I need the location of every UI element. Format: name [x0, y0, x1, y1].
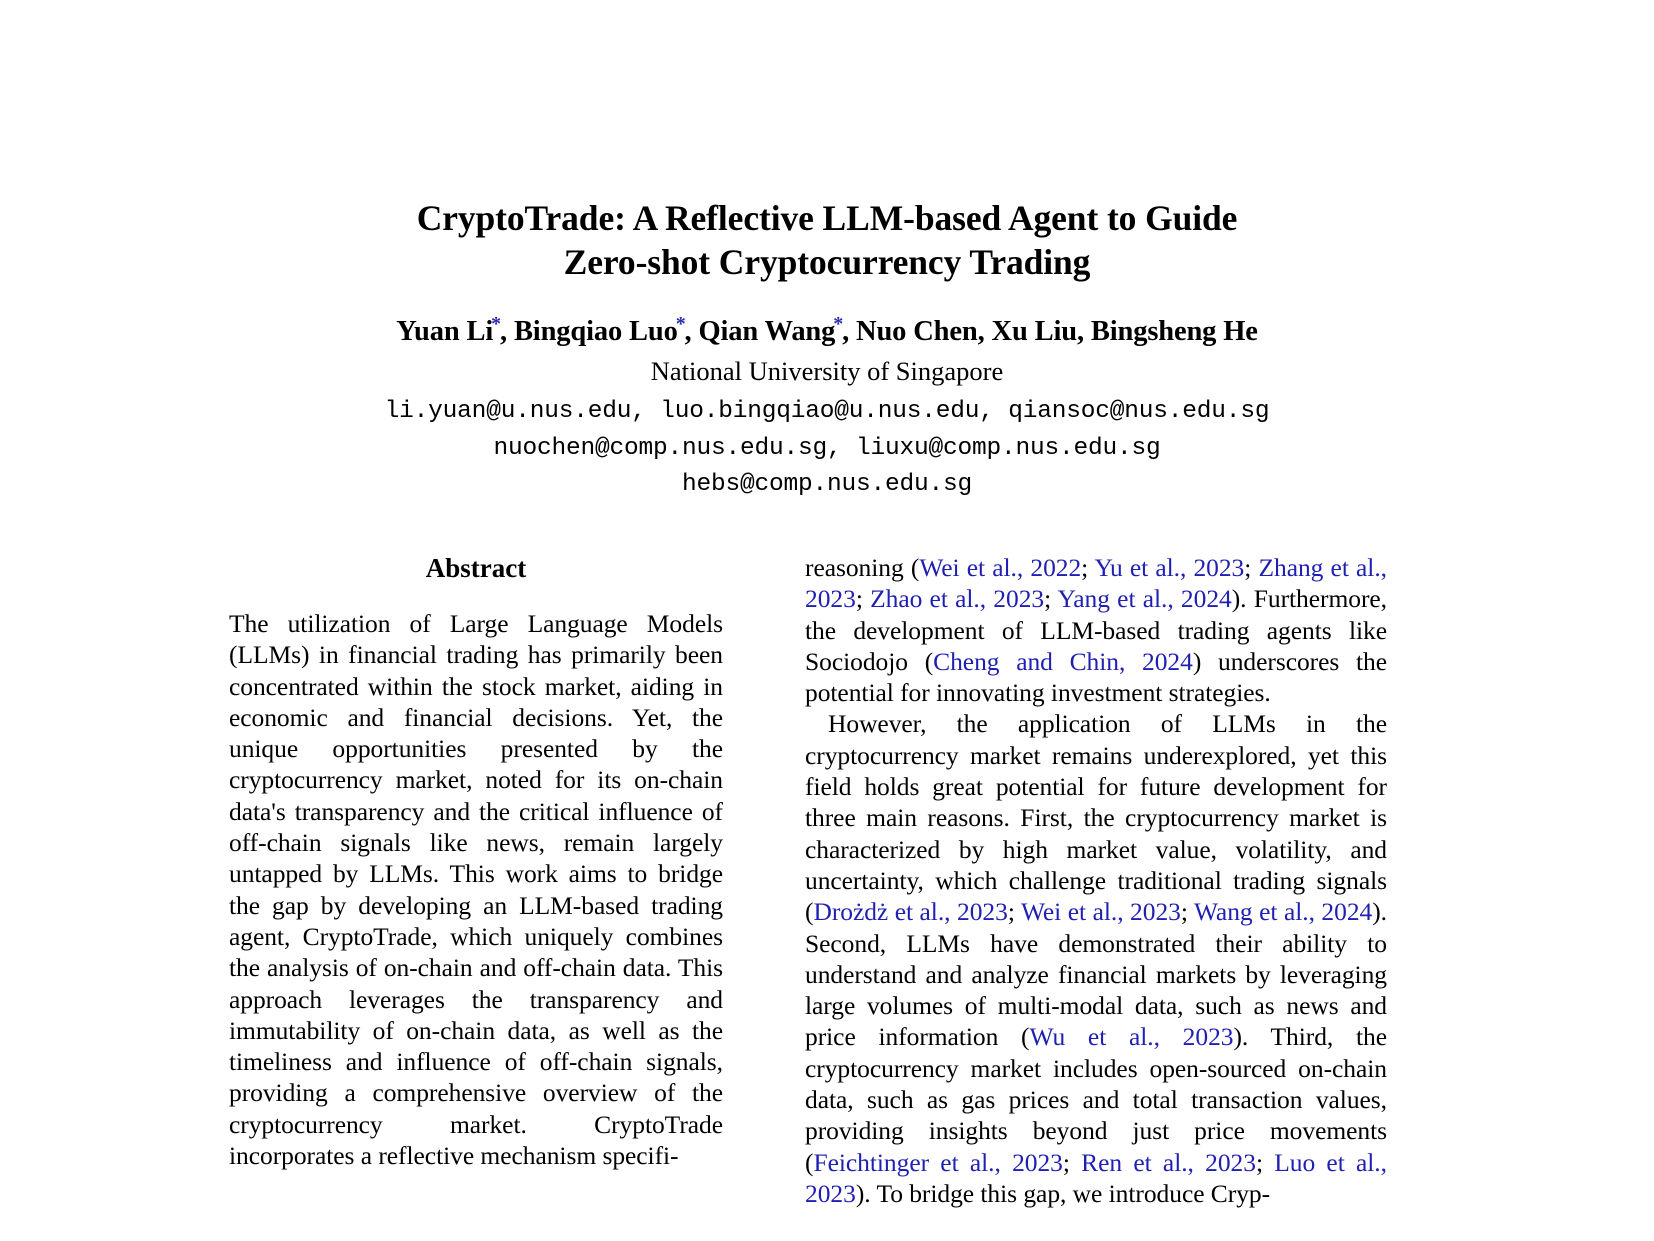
- author-list: [0, 314, 1654, 350]
- title-line-1: CryptoTrade: A Reflective LLM-based Agent to Guide: [416, 198, 1238, 238]
- citation-link-zhao-2023[interactable]: Zhao et al., 2023: [870, 584, 1045, 614]
- author-remaining: , Nuo Chen, Xu Liu, Bingsheng He: [842, 316, 1258, 347]
- author-emails: [0, 394, 1654, 504]
- email-line-3: hebs@comp.nus.edu.sg: [681, 471, 973, 498]
- citation-link-luo-2023[interactable]: Luo et al., 2023: [805, 1147, 1387, 1208]
- text-segment: ). Third, the cryptocurrency market includes open-sourced on-chain data, such as gas prices and total transaction values, providing insights beyond just price movements (: [805, 1022, 1387, 1177]
- citation-link-yang-2024[interactable]: Yang et al., 2024: [1057, 584, 1232, 614]
- author-footnote-marker: *: [675, 312, 686, 335]
- citation-link-wang-2024[interactable]: Wang et al., 2024: [1193, 897, 1373, 927]
- text-segment: ;: [1007, 897, 1021, 927]
- author-qian-wang: , Qian Wang: [684, 316, 836, 347]
- citation-link-feichtinger-2023[interactable]: Feichtinger et al., 2023: [813, 1147, 1063, 1177]
- text-segment: ;: [1255, 1147, 1275, 1177]
- citation-link-drozdz-2023[interactable]: Drożdż et al., 2023: [813, 897, 1008, 927]
- email-line-2: nuochen@comp.nus.edu.sg, liuxu@comp.nus.edu.sg: [493, 434, 1161, 462]
- text-segment: ). Furthermore, the development of LLM-based trading agents like Sociodojo (: [805, 584, 1387, 676]
- title-line-2: Zero-shot Cryptocurrency Trading: [563, 242, 1091, 282]
- left-column: [229, 552, 723, 1241]
- citation-link-wei-2022[interactable]: Wei et al., 2022: [919, 553, 1082, 582]
- right-column: [805, 552, 1387, 1241]
- author-footnote-marker: *: [833, 312, 844, 335]
- citation-link-cheng-chin-2024[interactable]: Cheng and Chin, 2024: [933, 646, 1193, 676]
- affiliation: National University of Singapore: [650, 356, 1004, 386]
- text-segment: ). Second, LLMs have demonstrated their ability to understand and analyze financial markets by leveraging large volumes of multi-modal data, such as news and price information (: [805, 897, 1387, 1052]
- page-title: [277, 196, 1377, 284]
- text-segment: reasoning (: [805, 553, 920, 582]
- author-bingqiao-luo: , Bingqiao Luo: [500, 316, 678, 347]
- citation-link-wu-2023[interactable]: Wu et al., 2023: [1029, 1022, 1234, 1052]
- body-columns: [0, 552, 1654, 1241]
- email-line-1: li.yuan@u.nus.edu, luo.bingqiao@u.nus.edu, qiansoc@nus.edu.sg: [384, 398, 1270, 425]
- text-segment: ;: [1180, 897, 1194, 927]
- paper-masthead: [0, 196, 1654, 504]
- citation-link-wei-2023[interactable]: Wei et al., 2023: [1020, 897, 1181, 927]
- citation-link-zhang-2023[interactable]: Zhang et al., 2023: [805, 553, 1387, 614]
- text-segment: ). To bridge this gap, we introduce Cryp-: [855, 1178, 1271, 1208]
- abstract-paragraph: The utilization of Large Language Models (LLMs) in financial trading has primarily been concentrated within the stock market, aiding in economic and financial decisions. Yet, the unique opportunities presented by the cryptocurrency market, noted for its on-chain data's transparency and the critical influence of off-chain signals like news, remain largely untapped by LLMs. This work aims to bridge the gap by developing an LLM-based trading agent, CryptoTrade, which uniquely combines the analysis of on-chain and off-chain data. This approach leverages the transparency and immutability of on-chain data, as well as the timeliness and influence of off-chain signals, providing a comprehensive overview of the cryptocurrency market. CryptoTrade incorporates a reflective mechanism specifi-: [229, 609, 723, 1171]
- author-footnote-marker: *: [491, 312, 501, 335]
- text-segment: ;: [855, 584, 871, 614]
- text-segment: ;: [1081, 553, 1095, 582]
- abstract-heading: Abstract: [425, 553, 527, 583]
- text-segment: However, the application of LLMs in the cryptocurrency market remains underexplored, yet this field holds great potential for future development for three main reasons. First, the cryptocurrency market is characterized by high market value, volatility, and uncertainty, which challenge traditional trading signals (: [805, 709, 1387, 927]
- text-segment: ;: [1062, 1147, 1082, 1177]
- citation-link-yu-2023[interactable]: Yu et al., 2023: [1094, 553, 1245, 582]
- author-yuan-li: Yuan Li: [396, 316, 494, 347]
- intro-paragraph-1: [805, 552, 1387, 708]
- citation-link-ren-2023[interactable]: Ren et al., 2023: [1081, 1147, 1256, 1177]
- text-segment: ) underscores the potential for innovating investment strategies.: [805, 646, 1387, 708]
- intro-paragraph-2: [805, 708, 1387, 1209]
- text-segment: ;: [1244, 553, 1259, 582]
- text-segment: ;: [1044, 584, 1058, 614]
